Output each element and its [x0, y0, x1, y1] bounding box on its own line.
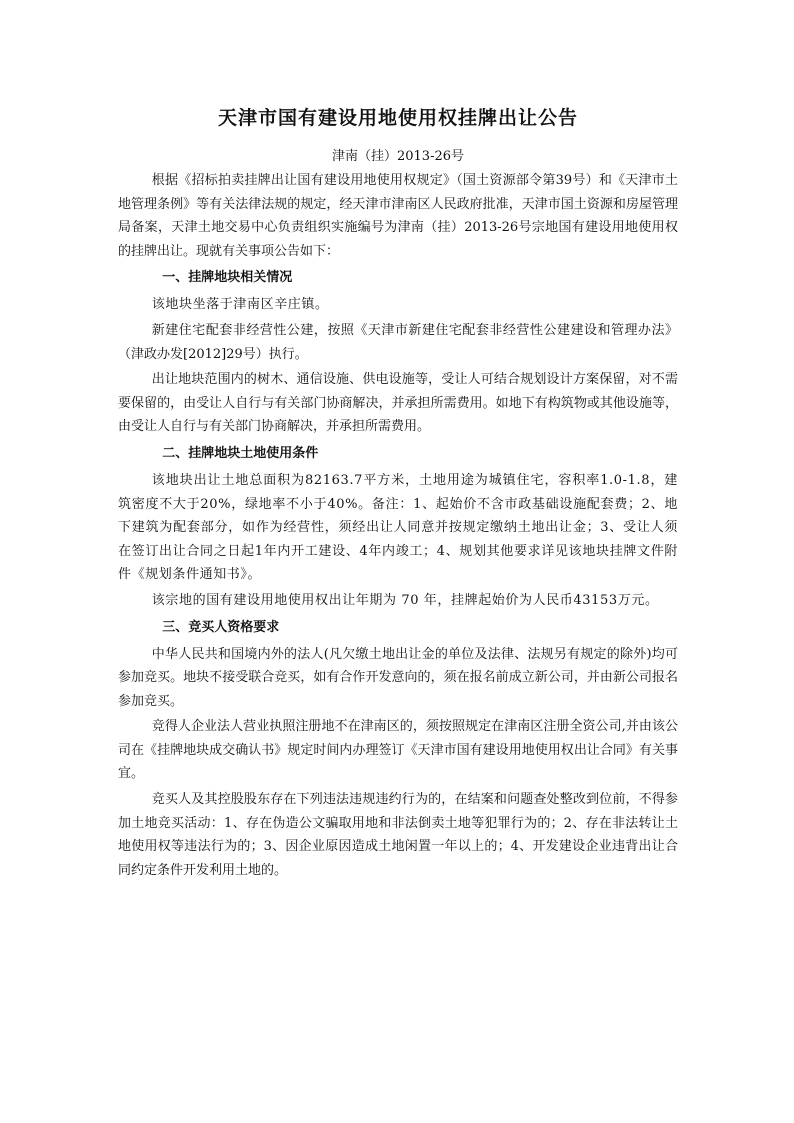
- document-title: 天津市国有建设用地使用权挂牌出让公告: [217, 107, 578, 129]
- section-heading-2: 二、挂牌地块土地使用条件: [162, 445, 319, 461]
- section-1-paragraph-1: 该地块坐落于津南区辛庄镇。: [151, 297, 329, 313]
- section-2-paragraph-2: 该宗地的国有建设用地使用权出让年期为 70 年，挂牌起始价为人民币43153万元。: [151, 592, 659, 608]
- section-1-paragraph-2: 新建住宅配套非经营性公建，按照《天津市新建住宅配套非经营性公建建设和管理办法》（津政办发[2012]29号）执行。: [118, 322, 678, 362]
- intro-paragraph: 根据《招标拍卖挂牌出让国有建设用地使用权规定》（国土资源部令第39号）和《天津市土地管理条例》等有关法律法规的规定，经天津市津南区人民政府批准，天津市国土资源和房屋管理局备案，天津土地交易中心负责组织实施编号为津南（挂）2013-26号宗地国有建设用地使用权的挂牌出让。现就有关事项公告如下：: [118, 173, 678, 259]
- section-3-paragraph-1: 中华人民共和国境内外的法人(凡欠缴土地出让金的单位及法律、法规另有规定的除外)均可参加竞买。地块不接受联合竞买，如有合作开发意向的，须在报名前成立新公司，并由新公司报名参加竞买。: [118, 646, 678, 709]
- section-heading-1: 一、挂牌地块相关情况: [162, 270, 293, 286]
- document-body: [118, 104, 678, 882]
- document-number: 津南（挂）2013-26号: [331, 149, 465, 164]
- section-heading-3: 三、竞买人资格要求: [162, 619, 280, 635]
- section-3-paragraph-3: 竞买人及其控股股东存在下列违法违规违约行为的，在结案和问题查处整改到位前，不得参加土地竞买活动：1、存在伪造公文骗取用地和非法倒卖土地等犯罪行为的；2、存在非法转让土地使用权等违法行为的；3、因企业原因造成土地闲置一年以上的；4、开发建设企业违背出让合同约定条件开发利用土地的。: [118, 792, 678, 878]
- section-2-paragraph-1: 该地块出让土地总面积为82163.7平方米，土地用途为城镇住宅，容积率1.0-1.8，建筑密度不大于20%，绿地率不小于40%。备注：1、起始价不含市政基础设施配套费；2、地下建筑为配套部分，如作为经营性，须经出让人同意并按规定缴纳土地出让金；3、受让人须在签订出让合同之日起1年内开工建设、4年内竣工；4、规划其他要求详见该地块挂牌文件附件《规划条件通知书》。: [118, 472, 678, 583]
- section-1-paragraph-3: 出让地块范围内的树木、通信设施、供电设施等，受让人可结合规划设计方案保留，对不需要保留的，由受让人自行与有关部门协商解决，并承担所需费用。如地下有构筑物或其他设施等，由受让人自行与有关部门协商解决，并承担所需费用。: [118, 372, 678, 435]
- section-3-paragraph-2: 竞得人企业法人营业执照注册地不在津南区的，须按照规定在津南区注册全资公司,并由该公司在《挂牌地块成交确认书》规定时间内办理签订《天津市国有建设用地使用权出让合同》有关事宜。: [118, 719, 678, 782]
